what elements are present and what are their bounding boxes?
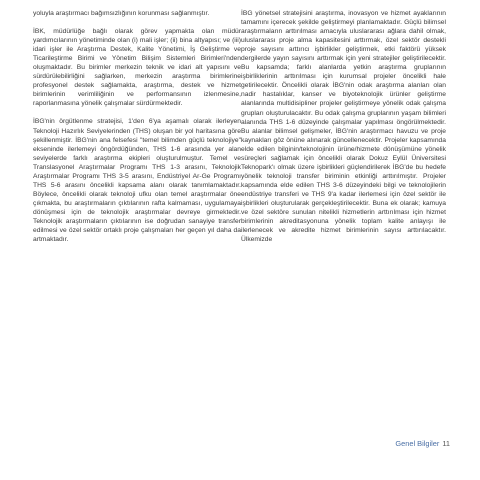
- page-number: 11: [442, 439, 450, 448]
- paragraph: İBG yönetsel stratejisini araştırma, inovasyon ve hizmet ayaklarının tamamını içerecek şekilde geliştirmeyi planlamaktadır. Güçlü bilimsel araştırmaların arttırılması amacıyla uluslararası ağlara dahil olmak, uluslararası proje alma kapasitesini arttırmak, özel sektör destekli proje sayısını arttırıcı işbirlikler geliştirmek, etki faktörü yüksek dergilerde yayın sayısını arttırmak için yeni stratejiler geliştirilecektir. Bu kapsamda; farklı alanlarda yetkin araştırma gruplarının işbirliklerinin arttırılması için kurumsal projeler öncelikli hale getirilecektir. Öncelikli olarak İBG'nin odak araştırma alanları olan nadir hastalıklar, kanser ve biyoteknolojik ürünler geliştirme alanlarında multidisipliner projeler geliştirmeye yönelik odak çalışma grupları oluşturulacaktır. Bu odak çalışma gruplarının yaşam bilimleri alanında THS 1-6 düzeyinde çalışmalar yapılması öngörülmektedir. Bu alanlar bilimsel gelişmeler, İBG'nin araştırmacı havuzu ve proje kaynakları göz önüne alınarak güncellenecektir. Projeler kapsamında elde edilen bilginin/teknolojinin ürüne/hizmete dönüşümüne yönelik süreçleri sağlamak için öncelikli olarak Dokuz Eylül Üniversitesi Teknopark'ı olmak üzere işbirlikleri güçlendirilerek İBG'de bu hedefe yönelik teknoloji transfer biriminin etkinliği arttırılmıştır. Projeler kapsamında elde edilen THS 3-6 düzeyindeki bilgi ve teknolojilerin endüstriye transferi ve THS 9'a kadar ilerlemesi için özel sektör ile işbirlikleri oluşturularak gerçekleştirilecektir. Buna ek olarak; kamuya ve özel sektöre sunulan nitelikli hizmetlerin arttırılması için hizmet birimlerinin akreditasyonuna yönelik toplam kalite anlayışı ile ilerlenecek ve akredite hizmet birimlerinin sayısı arttırılacaktır. Ülkemizde: [241, 10, 446, 244]
- paragraph: yoluyla araştırmacı bağımsızlığının korunması sağlanmıştır.: [33, 10, 210, 17]
- page-footer: [395, 439, 450, 448]
- right-text-column: [241, 9, 446, 253]
- paragraph: İBG'nin örgütlenme stratejisi, 1'den 6'ya aşamalı olarak ilerleyen Teknoloji Hazırlık Seviyelerinden (THS) oluşan bir yol haritasına göre şekillenmiştir. İBG'nin ana felsefesi "temel bilimden güçlü teknolojiye" ekseninde ilerlemeyi öngördüğünden, THS 1-6 arasında yer alan seviyelerde farklı araştırma ekipleri oluşturulmuştur. Temel ve Translasyonel Araştırmalar Programı THS 1-3 arasını, Teknolojik Araştırmalar Programı THS 3-5 arasını, Endüstriyel Ar-Ge Programı THS 5-6 arasını öncelikli kapsama alanı olarak tanımlamaktadır. Böylece, öncelikli olarak teknoloji ufku olan temel araştırmalar öne çıkmakta, bu araştırmaların çıktılarının rafta kalmaması, uygulamaya dönüşmesi için de teknolojik araştırmalar devreye girmektedir. Teknolojik araştırmaların çıktılarının ise doğrudan sanayiye transfer edilmesi ve özel sektör ortaklı proje çalışmaları her geçen yıl daha da artmaktadır.: [33, 118, 241, 244]
- footer-section-label: Genel Bilgiler: [395, 439, 440, 448]
- paragraph: İBK, müdürlüğe bağlı olarak görev yapmakta olan müdür yardımcılarının yönetiminde olan (i) mali işler; (ii) bina altyapısı; ve (iii) idari işler ile Araştırma Destek, Kalite Yönetimi, İş Geliştirme ve Ticarileştirme Birimi ve Yönetim Bilişim Sistemleri Birimleri'nden oluşmaktadır. Bu birimler merkezin teknik ve idari alt yapısını ve sürdürülebilirliğini sağlarken, merkezin araştırma birimlerine profesyonel destek sağlamakta, araştırma, destek ve hizmet birimlerinin verimliliğinin ve performansının izlenmesine, raporlanmasına yönelik çalışmalar sürdürmektedir.: [33, 28, 241, 108]
- left-text-column: [33, 9, 241, 253]
